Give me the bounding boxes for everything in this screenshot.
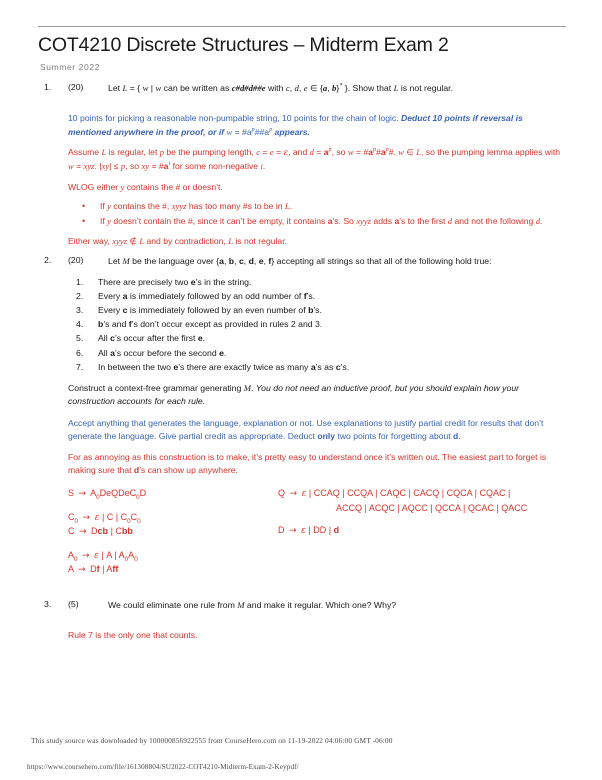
list-item [76,346,566,360]
grammar-block [0,487,602,599]
grammar-rule: $C_0 \to \varepsilon$ | C | $C_0C_0$ [68,511,141,525]
problem-1-points: (20) [68,82,84,92]
problem-3-statement: We could eliminate one rule from M and make it regular. Which one? Why? [108,600,397,611]
list-item: • If y doesn’t contain the #, since it can’t be empty, it contains a’s. So xyyz adds a’s to the first d and not the following d. [68,215,566,228]
rule-number: 2. [76,290,84,301]
rule-text: All c’s occur after the first e. [98,333,206,344]
problem-2-points: (20) [68,255,84,266]
page-subtitle: Summer 2022 [40,62,100,72]
problem-1-conclusion: Either way, xyyz ∉ L and by contradiction, L is not regular. [68,236,287,247]
rule-text: Every c is immediately followed by an even number of b’s. [98,305,322,316]
problem-1-grading-note: 10 points for picking a reasonable non-pumpable string, 10 points for the chain of logic. Deduct 10 points if reversal is mentioned anywhere in the proof, or if $w = \#a^p\#\#a^p$ appears. [68,113,523,137]
rule-text: Every a is immediately followed by an odd number of f’s. [98,290,316,301]
list-item [76,303,566,317]
grammar-rule: A → Df | Aff [68,564,119,576]
grammar-rule-continuation: ACCQ | ACQC | AQCC | QCCA | QCAC | QACC [336,502,528,513]
problem-3-answer: Rule 7 is the only one that counts. [68,629,198,640]
rule-number: 7. [76,361,84,372]
document-body [0,82,602,649]
header-divider [38,26,566,27]
grammar-spacer [278,515,588,524]
rule-text: b’s and f’s don’t occur except as provided in rules 2 and 3. [98,319,323,330]
grammar-rule: $A_0 \to \varepsilon$ | A | $A_0A_0$ [68,549,138,563]
problem-2-rule-list [76,275,566,374]
problem-1 [0,82,602,95]
grammar-spacer [68,540,268,549]
list-item [76,289,566,303]
problem-1-statement: Let L = { w | w can be written as c#d#d##e with c, d, e ∈ {a, b}* }. Show that L is not regular. [108,82,454,93]
problem-1-wlog-paragraph: WLOG either y contains the # or doesn’t. [68,181,223,192]
problem-2 [0,255,602,268]
list-item [76,317,566,331]
list-item [76,331,566,345]
problem-3 [0,599,602,612]
download-watermark: This study source was downloaded by 100000856922555 from CourseHero.com on 11-19-2022 04:06:00 GMT -06:00 [31,736,393,745]
grammar-rule: D → ε | DD | d [278,525,340,537]
problem-2-construct-instruction: Construct a context-free grammar generating M. You do not need an inductive proof, but you should explain how your construction accounts for each rule. [68,382,520,407]
rule-number: 6. [76,347,84,358]
grammar-left-column [68,487,268,578]
page-title: COT4210 Discrete Structures – Midterm Exam 2 [38,34,449,56]
problem-2-statement: Let M be the language over {a, b, c, d, e, f} accepting all strings so that all of the following hold true: [108,256,492,267]
rule-text: In between the two e’s there are exactly twice as many a’s as c’s. [98,361,350,372]
grammar-rule: C → Dcb | Cbb [68,526,133,538]
grammar-rule: $S \to A_0DeQDeC_0D$ [68,488,147,502]
grammar-rule: Q → ε | CCAQ | CCQA | CAQC | CACQ | CQCA | CQAC | [278,488,511,500]
problem-2-grading-note: Accept anything that generates the language, explanation or not. Use explanations to justify partial credit for results that don’t generate the language. Give partial credit as appropriate. Deduct only two points for forgetting about d. [68,417,544,442]
grammar-right-column [278,487,588,539]
rule-text: All a’s occur before the second e. [98,347,227,358]
rule-number: 5. [76,333,84,344]
rule-number: 4. [76,319,84,330]
rule-number: 1. [76,276,84,287]
problem-1-number: 1. [44,82,52,92]
problem-3-number: 3. [44,599,52,610]
problem-2-solution-intro: For as annoying as this construction is to make, it’s pretty easy to understand once it’s written out. The easiest part to forget is making sure that d’s can show up anywhere. [68,451,547,476]
list-item [76,360,566,374]
problem-1-bullet-list [68,200,566,228]
rule-text: There are precisely two e’s in the string. [98,276,252,287]
list-item [76,275,566,289]
grammar-spacer [68,502,268,511]
problem-2-number: 2. [44,255,52,266]
rule-number: 3. [76,305,84,316]
list-item: • If y contains the #, xyyz has too many #s to be in L. [68,200,566,213]
source-url: https://www.coursehero.com/file/161308804/SU2022-COT4210-Midterm-Exam-2-Keypdf/ [27,763,299,771]
problem-3-points: (5) [68,599,79,610]
problem-1-assume-paragraph: Assume L is regular, let p be the pumping length, c = e = ε, and $d = a^p$, so $w = \#a^p\#a^p\#$. w ∈ L, so the pumping lemma applies with w = xyz. |xy| ≤ p, so xy = $\#a^i$ for some non-negative i. [68,146,561,172]
